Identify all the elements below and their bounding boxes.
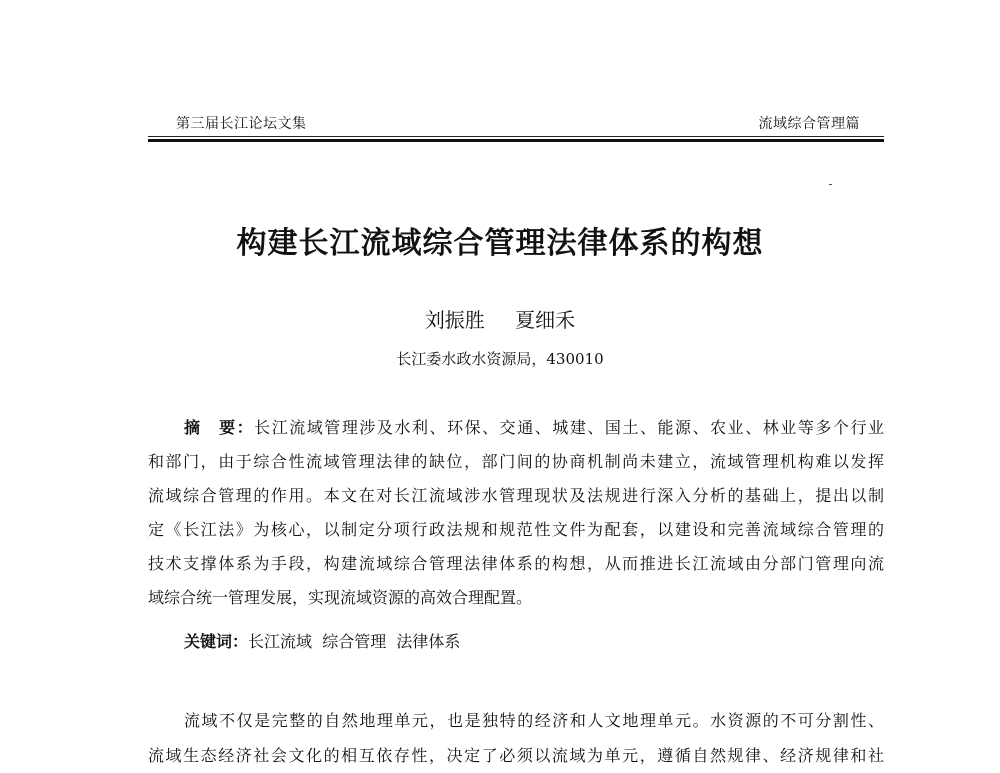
header-collection-title: 第三届长江论坛文集 bbox=[176, 116, 307, 132]
header-rule-thick bbox=[148, 139, 884, 142]
author-name: 夏细禾 bbox=[515, 308, 576, 332]
abstract-line: 流域综合管理的作用。本文在对长江流域涉水管理现状及法规进行深入分析的基础上，提出以制 bbox=[148, 486, 884, 505]
author-name: 刘振胜 bbox=[424, 308, 485, 332]
keywords bbox=[184, 629, 460, 652]
affiliation: 长江委水政水资源局，430010 bbox=[396, 350, 604, 368]
body-line: 流域不仅是完整的自然地理单元，也是独特的经济和人文地理单元。水资源的不可分割性、 bbox=[184, 711, 884, 730]
keywords-text: 长江流域 综合管理 法律体系 bbox=[248, 632, 461, 651]
body-paragraph bbox=[148, 703, 884, 773]
running-header bbox=[148, 113, 884, 135]
abstract-line: 和部门，由于综合性流域管理法律的缺位，部门间的协商机制尚未建立，流域管理机构难以发挥 bbox=[148, 452, 884, 471]
header-rule-thin bbox=[148, 136, 884, 137]
body-line: 流域生态经济社会文化的相互依存性，决定了必须以流域为单元，遵循自然规律、经济规律和社 bbox=[148, 746, 884, 765]
abstract-line bbox=[148, 411, 884, 445]
abstract bbox=[148, 411, 884, 615]
keywords-label: 关键词： bbox=[184, 632, 249, 651]
abstract-text: 长江流域管理涉及水利、环保、交通、城建、国土、能源、农业、林业等多个行业 bbox=[254, 418, 884, 437]
article-title: 构建长江流域综合管理法律体系的构想 bbox=[236, 226, 764, 261]
abstract-line: 技术支撑体系为手段，构建流域综合管理法律体系的构想，从而推进长江流域由分部门管理向流 bbox=[148, 554, 884, 573]
abstract-line: 定《长江法》为核心，以制定分项行政法规和规范性文件为配套，以建设和完善流域综合管理的 bbox=[148, 520, 884, 539]
abstract-line: 域综合统一管理发展，实现流域资源的高效合理配置。 bbox=[148, 588, 533, 607]
header-section-title: 流域综合管理篇 bbox=[758, 116, 860, 132]
authors bbox=[0, 304, 1000, 333]
abstract-label: 摘 要： bbox=[184, 418, 255, 437]
scan-speck bbox=[829, 184, 832, 185]
